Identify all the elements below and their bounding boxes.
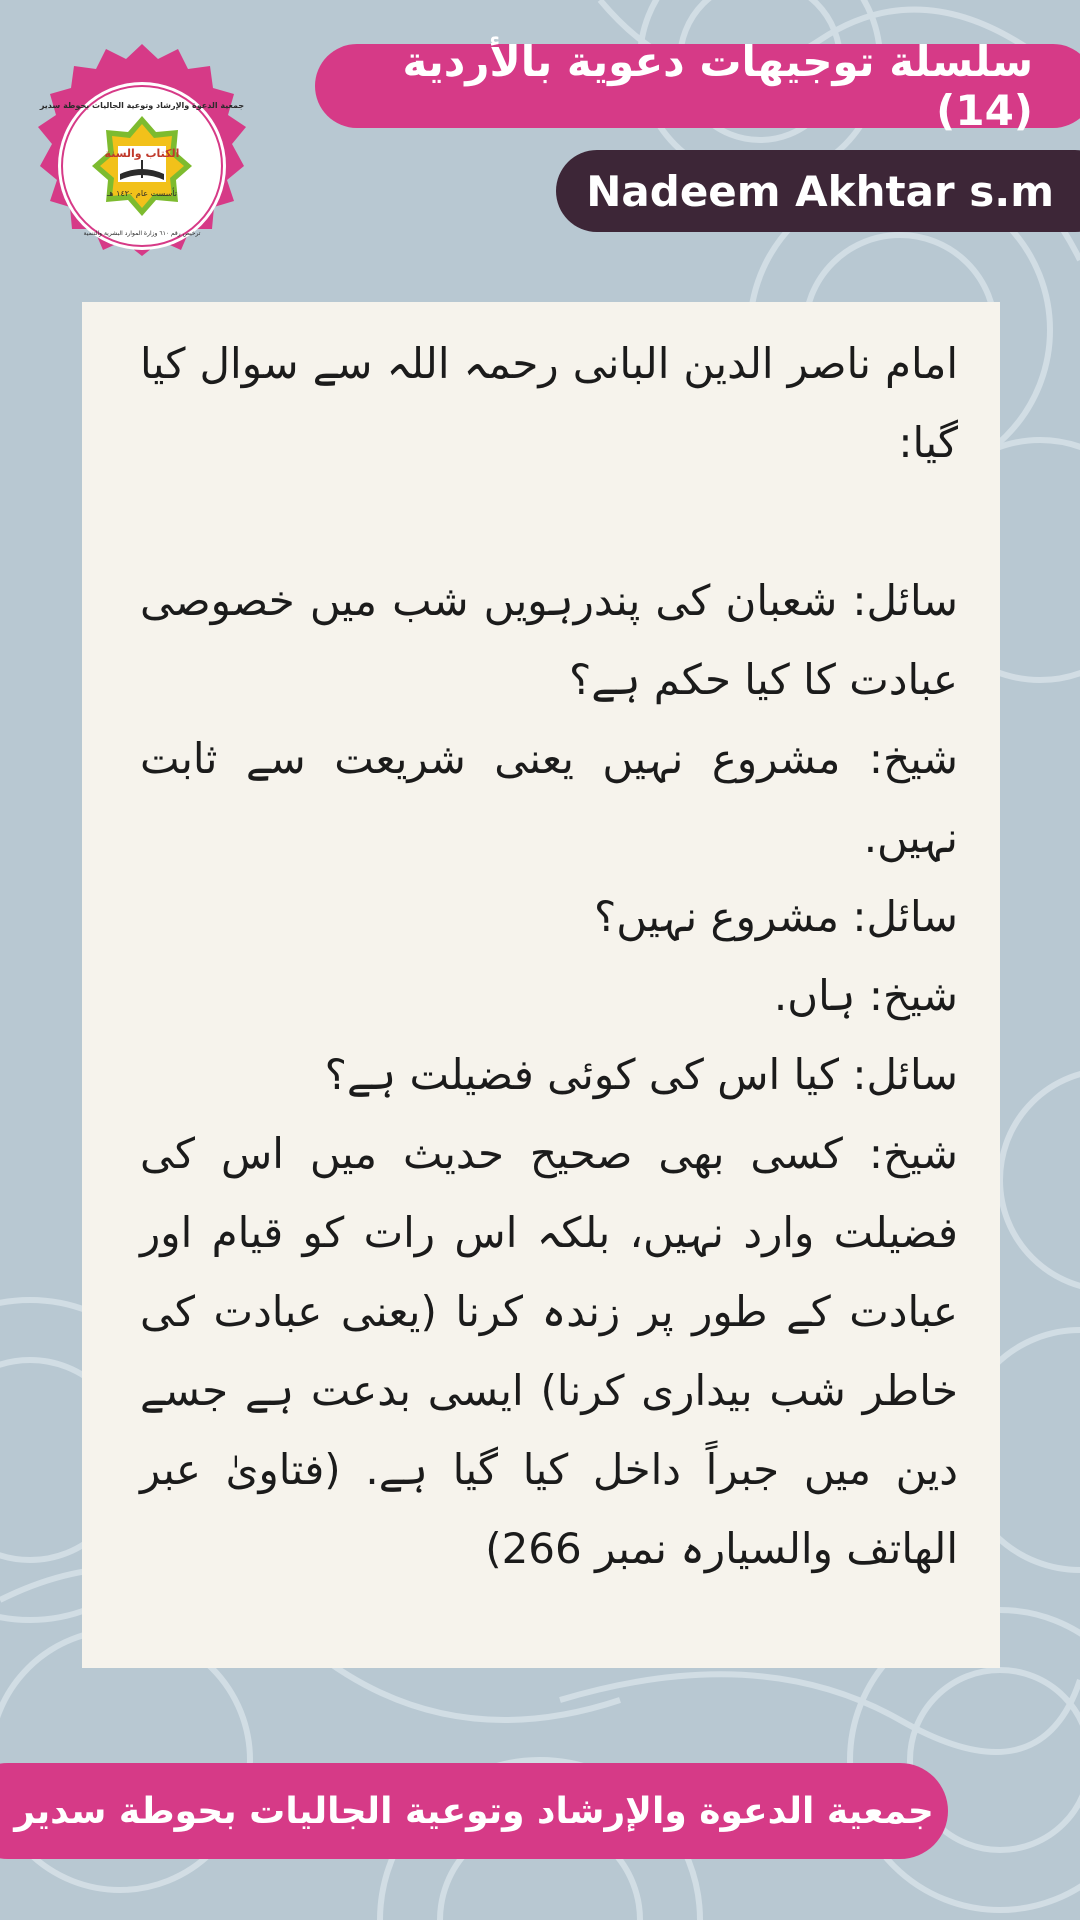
intro-paragraph: امام ناصر الدین البانی رحمہ اللہ سے سوال کیا گیا:	[140, 339, 958, 467]
seal-ring-text: جمعية الدعوة والإرشاد وتوعية الجاليات بحوطة سدير	[39, 101, 245, 110]
author-banner	[556, 150, 1080, 232]
content-card	[82, 302, 1000, 1668]
paragraph-spacer	[140, 482, 958, 561]
seal-center-title: الكتاب والسنة	[104, 147, 180, 160]
qa-line: شیخ: ہاں.	[773, 971, 958, 1020]
organization-seal-logo	[20, 28, 265, 273]
qa-line: سائل: کیا اس کی کوئی فضیلت ہے؟	[324, 1050, 958, 1099]
qa-line: سائل: مشروع نہیں؟	[593, 892, 958, 941]
series-title-banner	[315, 37, 1080, 135]
qa-line: شیخ: مشروع نہیں یعنی شریعت سے ثابت نہیں.	[140, 734, 958, 862]
series-title: سلسلة توجيهات دعوية بالأردية (14)	[402, 37, 1033, 135]
seal-license-text: ترخيص رقم ٦١٠ وزارة الموارد البشرية والتنمية	[83, 230, 201, 237]
footer-organization: جمعية الدعوة والإرشاد وتوعية الجاليات بحوطة سدير	[14, 1790, 934, 1832]
content-body	[140, 324, 958, 1588]
author-name: Nadeem Akhtar s.m	[586, 166, 1054, 216]
qa-line: شیخ: کسی بھی صحیح حدیث میں اس کی فضیلت وارد نہیں، بلکہ اس رات کو قیام اور عبادت کے طور پر زندہ کرنا (یعنی عبادت کی خاطر شب بیداری کرنا) ایسی بدعت ہے جسے دین میں جبراً داخل کیا گیا ہے. (فتاویٰ عبر الهاتف والسيارہ نمبر 266)	[140, 1129, 958, 1573]
seal-established-text: تأسست عام ١٤٢٠ هـ	[107, 189, 177, 198]
footer-banner	[0, 1763, 948, 1859]
qa-line: سائل: شعبان کی پندرہویں شب میں خصوصی عبادت کا کیا حکم ہے؟	[140, 576, 958, 704]
